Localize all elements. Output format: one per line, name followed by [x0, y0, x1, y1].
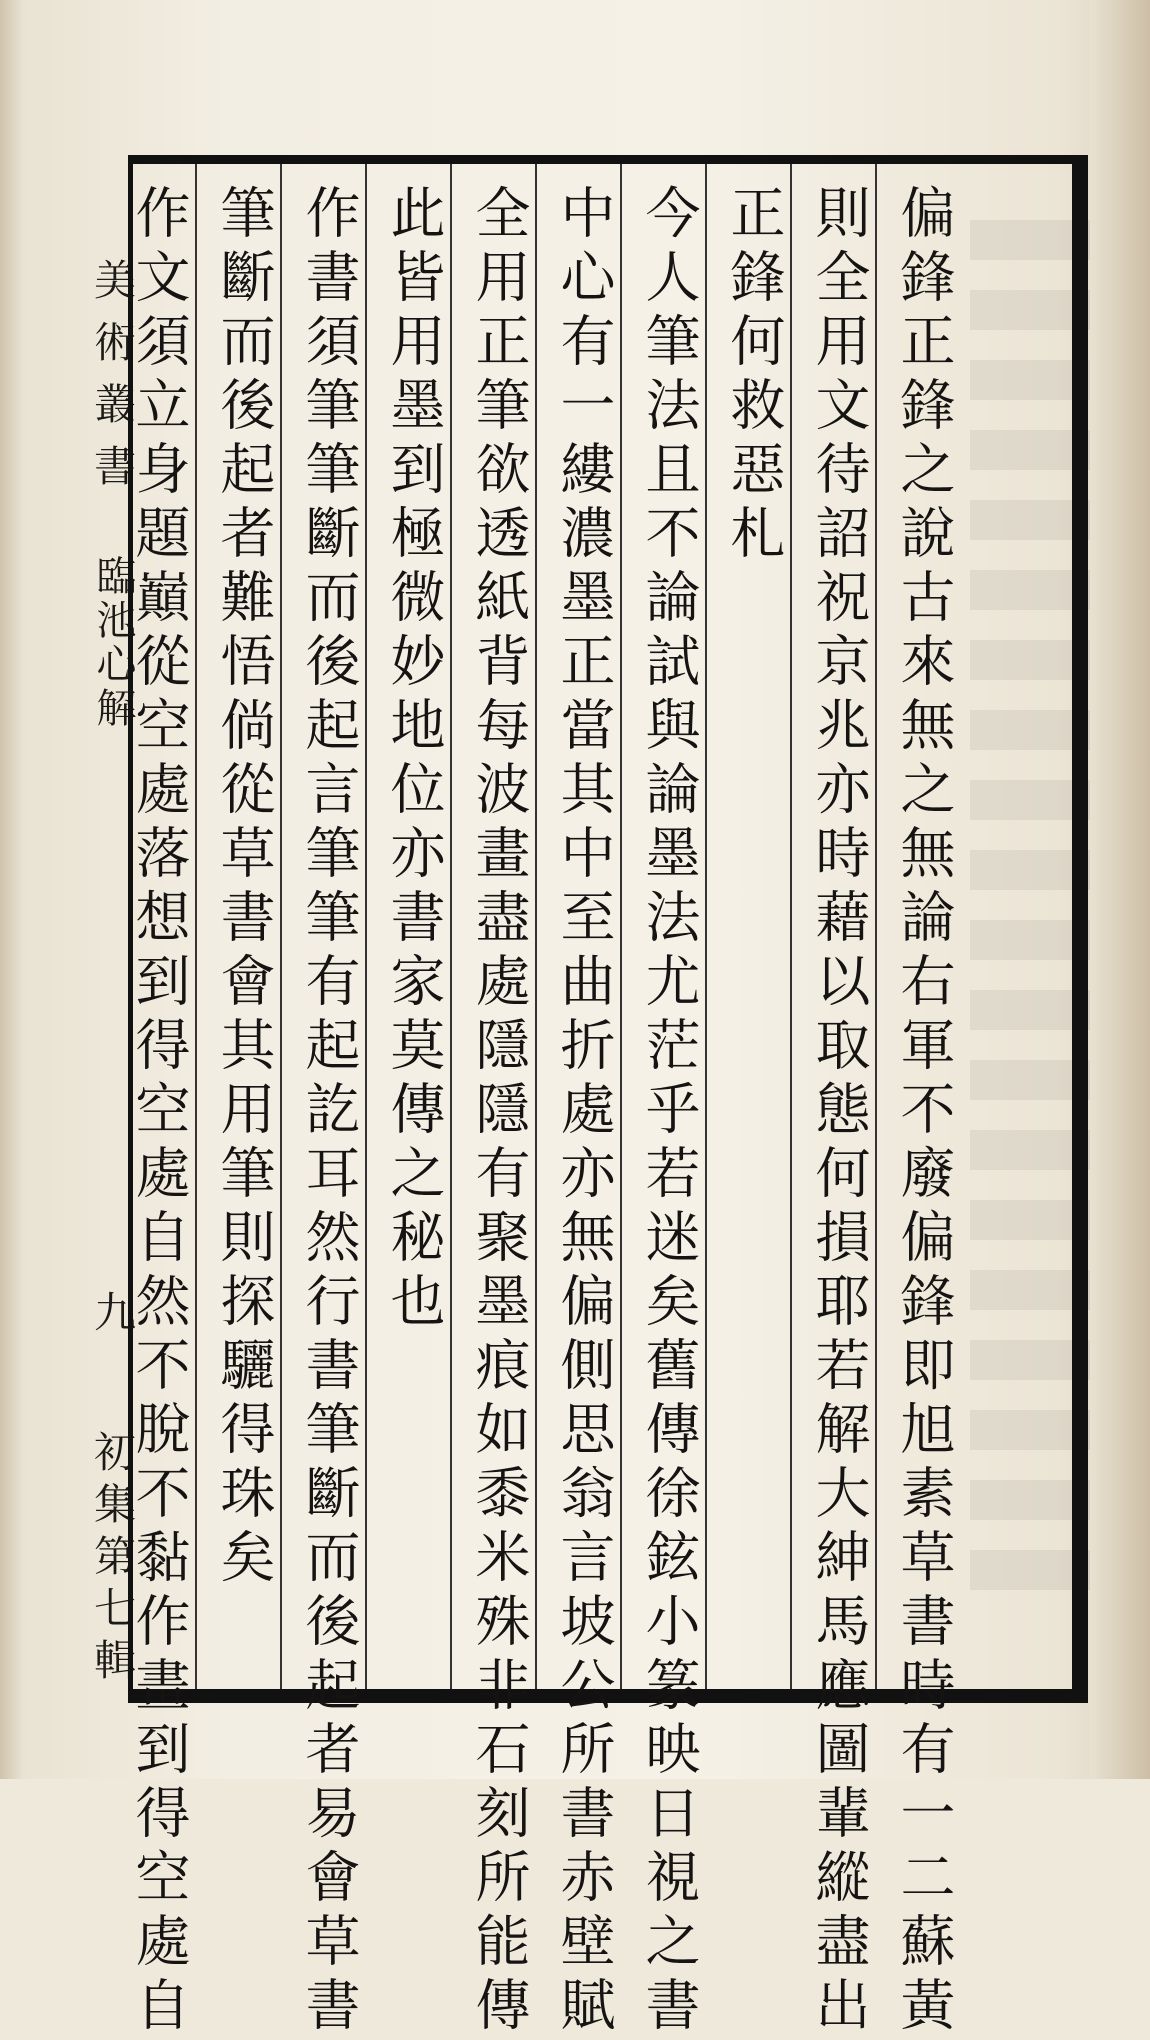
text-frame: [126, 155, 1088, 2040]
text-column-5: [540, 184, 626, 2040]
text-column-4: [625, 184, 711, 2040]
text-column-3: [710, 184, 796, 568]
text-column-8: [285, 184, 371, 2040]
column-text: 作書須筆筆斷而後起言筆筆有起訖耳然行書筆斷而後起者易會草書: [296, 184, 361, 2040]
column-text: 全用正筆欲透紙背每波畫盡處隱隱有聚墨痕如黍米殊非石刻所能傳: [466, 184, 531, 2040]
chapter-title: 臨池心解: [90, 555, 136, 731]
column-text: 偏鋒正鋒之說古來無之無論右軍不廢偏鋒即旭素草書時有一二蘇黃: [891, 184, 956, 2040]
column-text: 此皆用墨到極微妙地位亦書家莫傳之秘也: [381, 184, 446, 1336]
text-column-7: [370, 184, 456, 1336]
column-text: 則全用文待詔祝京兆亦時藉以取態何損耶若解大紳馬應圖輩縱盡出: [806, 184, 871, 2040]
text-column-6: [455, 184, 541, 2040]
column-text: 正鋒何救惡札: [721, 184, 786, 568]
text-column-2: [795, 184, 881, 2040]
text-column-1: [880, 184, 966, 2040]
column-text: 中心有一縷濃墨正當其中至曲折處亦無偏側思翁言坡公所書赤壁賦: [551, 184, 616, 2040]
volume-label: 初集第七輯: [88, 1430, 137, 1690]
column-text: 今人筆法且不論試與論墨法尤茫乎若迷矣舊傳徐鉉小篆映日視之書: [636, 184, 701, 2040]
page-number: 九: [88, 1290, 137, 1332]
page-right-edge: [1090, 0, 1150, 1779]
book-title: 美術叢書: [88, 258, 137, 506]
page-left-edge: [0, 0, 22, 1779]
text-column-9: [200, 184, 286, 1592]
column-text: 筆斷而後起者難悟倘從草書會其用筆則探驪得珠矣: [211, 184, 276, 1592]
text-column-10: [115, 184, 201, 2040]
column-text: 作文須立身題巔從空處落想到得空處自然不脫不黏作畫到得空處自: [126, 184, 191, 2040]
